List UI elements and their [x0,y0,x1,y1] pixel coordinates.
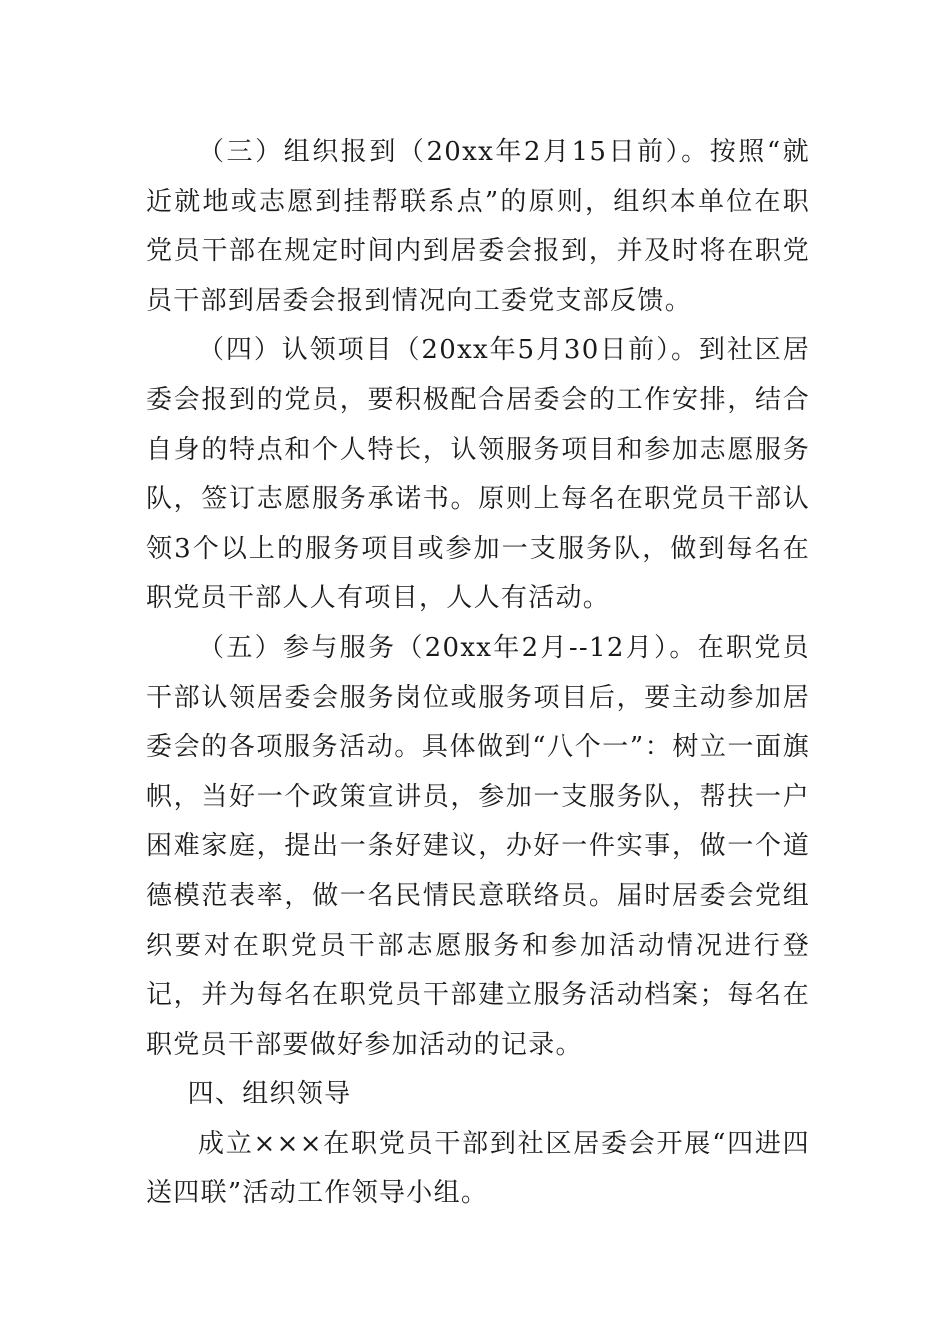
paragraph-participate-service: （五）参与服务（20xx年2月--12月）。在职党员干部认领居委会服务岗位或服务项目后，要主动参加居委会的各项服务活动。具体做到“八个一”：树立一面旗帜，当好一个政策宣讲员，参加一支服务队，帮扶一户困难家庭，提出一条好建议，办好一件实事，做一个道德模范表率，做一名民情民意联络员。届时居委会党组织要对在职党员干部志愿服务和参加活动情况进行登记，并为每名在职党员干部建立服务活动档案；每名在职党员干部要做好参加活动的记录。 [146,632,810,1060]
paragraph-leadership-group: 成立×××在职党员干部到社区居委会开展“四进四送四联”活动工作领导小组。 [146,1128,810,1209]
paragraph-organize-registration: （三）组织报到（20xx年2月15日前）。按照“就近就地或志愿到挂帮联系点”的原则，组织本单位在职党员干部在规定时间内到居委会报到，并及时将在职党员干部到居委会报到情况向工委党支部反馈。 [146,137,810,316]
paragraph-claim-projects: （四）认领项目（20xx年5月30日前）。到社区居委会报到的党员，要积极配合居委会的工作安排，结合自身的特点和个人特长，认领服务项目和参加志愿服务队，签订志愿服务承诺书。原则上每名在职党员干部认领3个以上的服务项目或参加一支服务队，做到每名在职党员干部人人有项目，人人有活动。 [146,335,810,614]
section-heading: 四、组织领导 [187,1079,352,1110]
